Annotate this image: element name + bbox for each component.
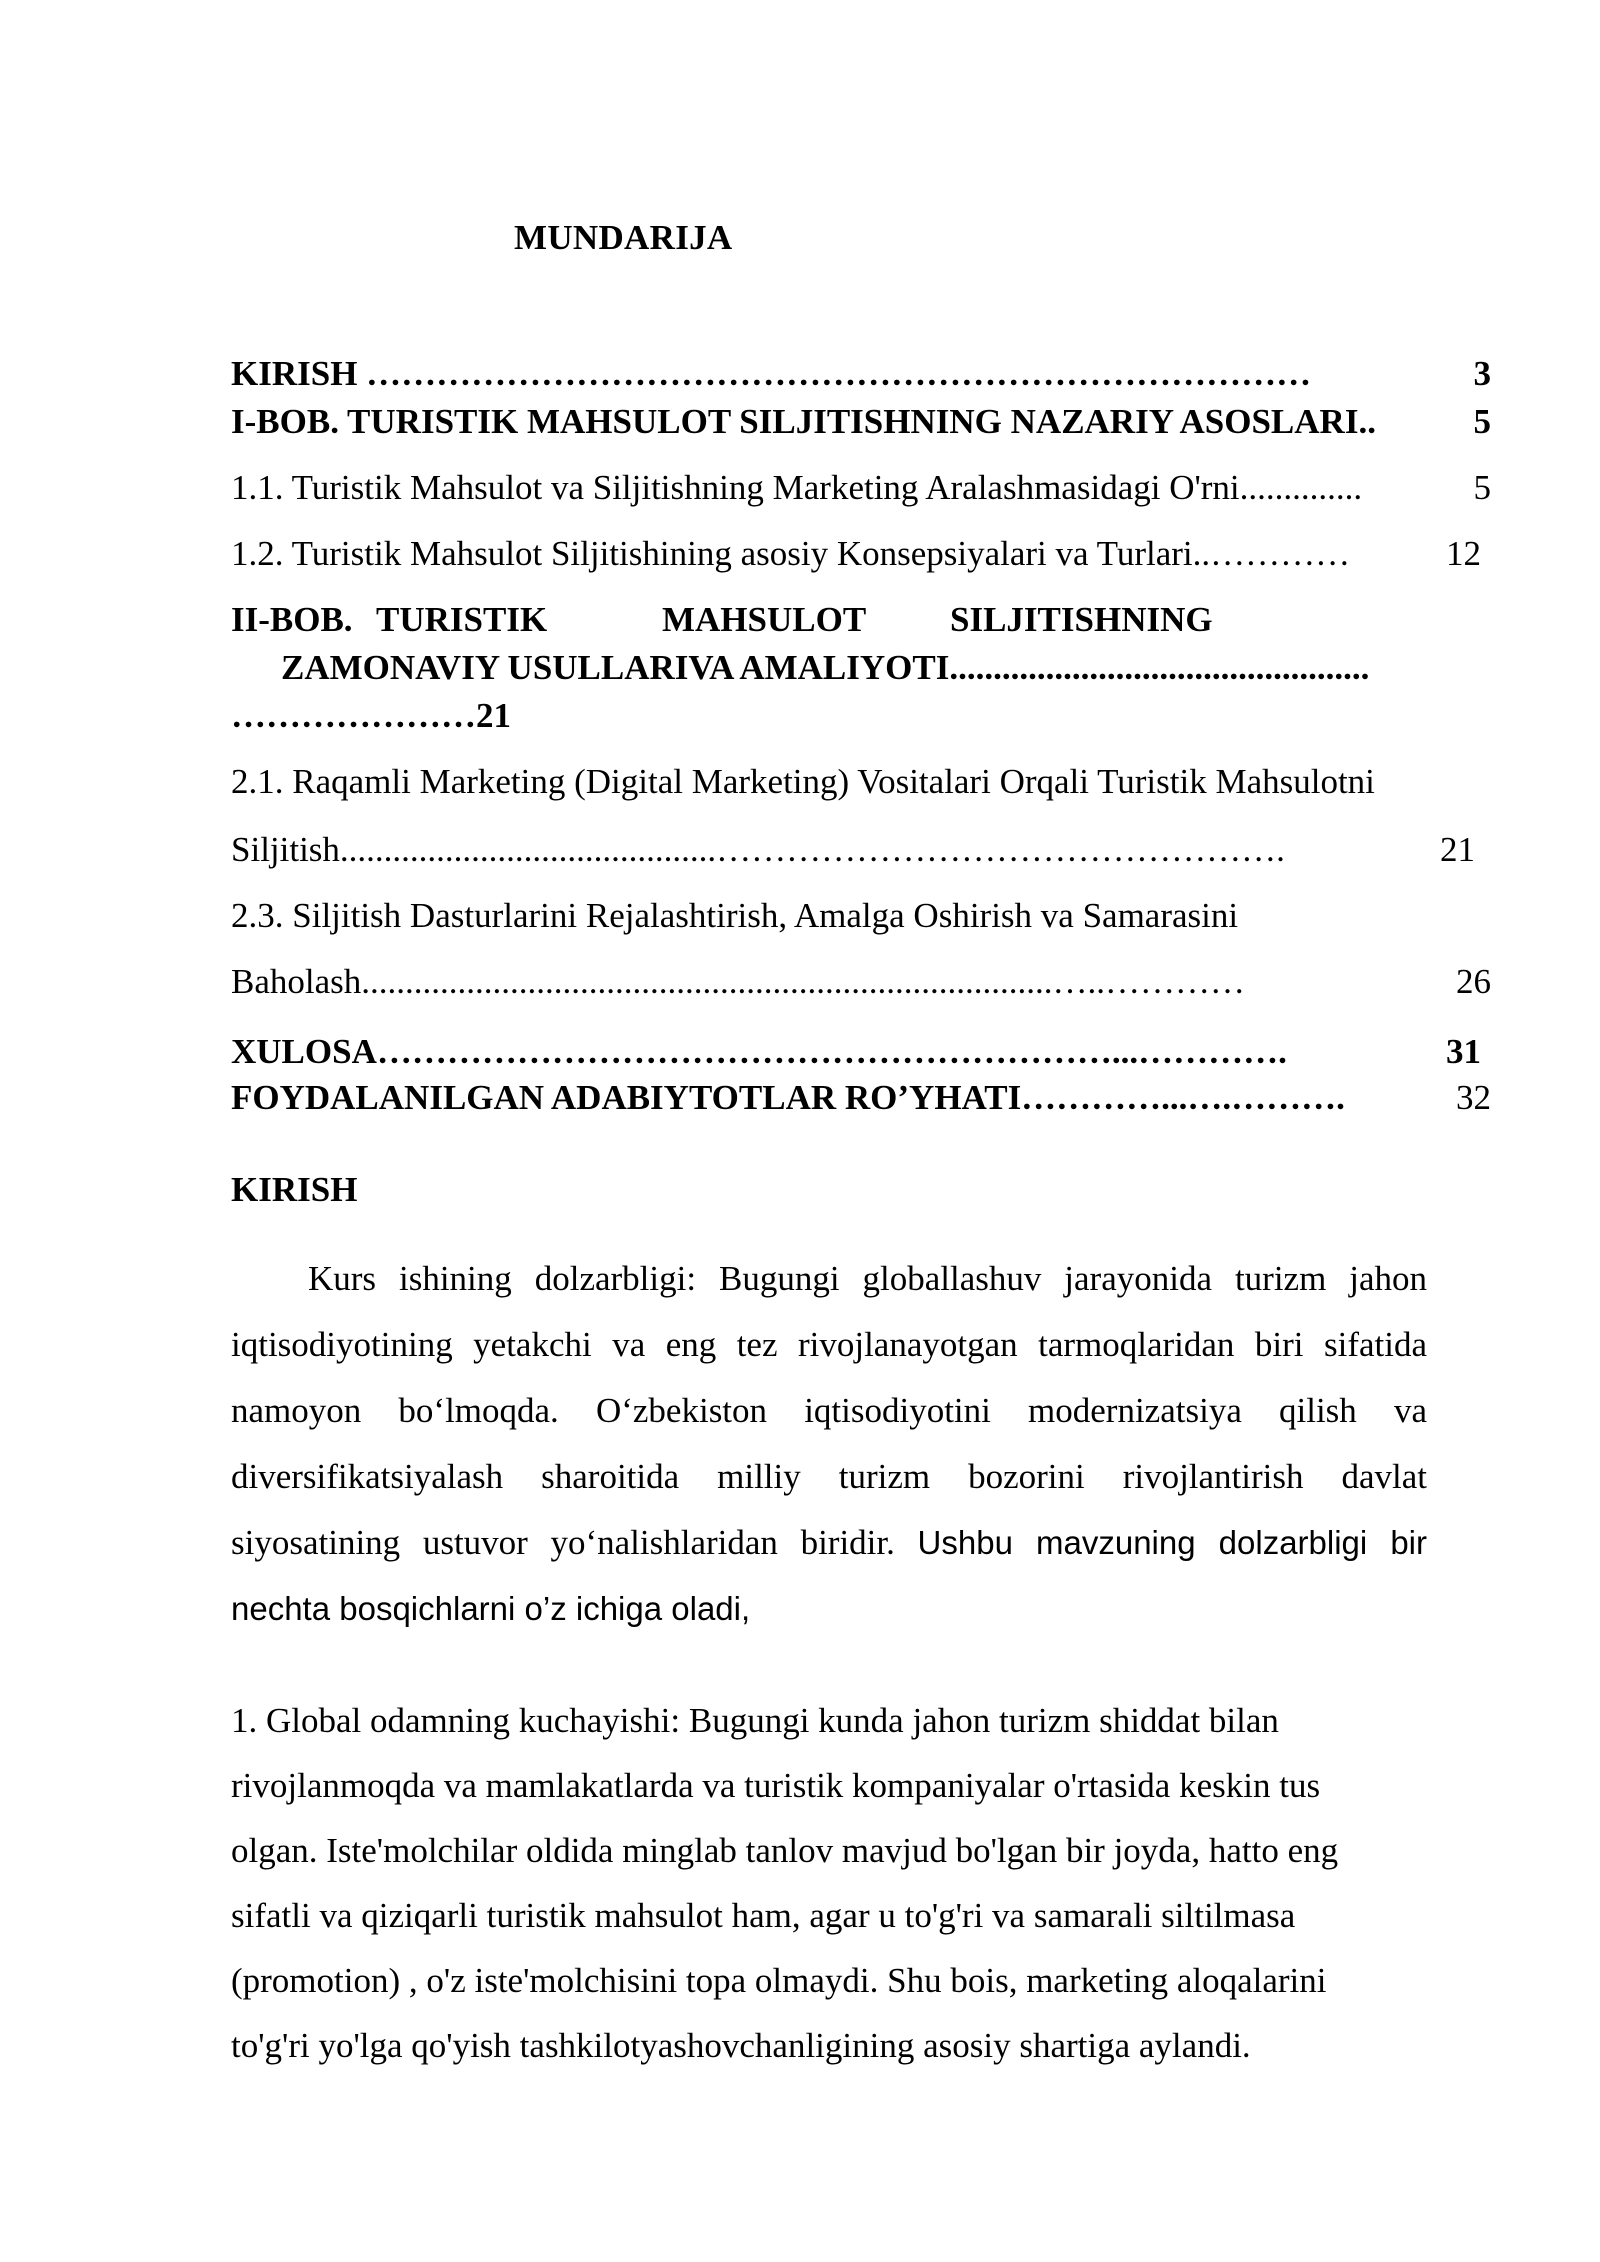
list-line: 1. Global odamning kuchayishi: Bugungi kunda jahon turizm shiddat bilan — [231, 1701, 1279, 1740]
section-heading-kirish: KIRISH — [231, 1170, 358, 1209]
toc-entry-label: I-BOB. TURISTIK MAHSULOT SILJITISHNING NAZARIY ASOSLARI.. — [231, 402, 1376, 441]
toc-entry-page: 5 — [1473, 468, 1491, 507]
toc-entry-page: 31 — [1446, 1032, 1481, 1071]
toc-entry-page: 32 — [1456, 1078, 1491, 1117]
toc-entry-page: 5 — [1473, 402, 1491, 441]
toc-entry-label: 1.2. Turistik Mahsulot Siljitishining asosiy Konsepsiyalari va Turlari..………… — [231, 534, 1351, 573]
toc-chapter-2-word-4: SILJITISHNING — [950, 600, 1213, 639]
list-line: to'g'ri yo'lga qo'yish tashkilotyashovchanligining asosiy shartiga aylandi. — [231, 2026, 1251, 2065]
intro-paragraph-text: Kurs ishining dolzarbligi: Bugungi globallashuv jarayonida turizm jahon iqtisodiyotining yetakchi va eng tez rivojlanayotgan tarmoqlaridan biri sifatida namoyon boʻlmoqda. Oʻzbekiston iqtisodiyotini modernizatsiya qilish va diversifikatsiyalash sharoitida milliy turizm bozorini rivojlantirish davlat siyosatining ustuvor yoʻnalishlaridan biridir. — [231, 1259, 1427, 1562]
toc-chapter-2-word-2: TURISTIK — [376, 600, 548, 639]
list-line: (promotion) , o'z iste'molchisini topa olmaydi. Shu bois, marketing aloqalarini — [231, 1961, 1327, 2000]
toc-entry-chapter-2-page — [231, 696, 1491, 736]
toc-entry-label: ………………… — [231, 696, 476, 735]
toc-entry-page: 21 — [1440, 830, 1475, 869]
intro-paragraph-sans-text: Ushbu mavzuning dolzarbligi bir nechta bosqichlarni o’z ichiga oladi, — [231, 1524, 1427, 1627]
toc-entry-page: 3 — [1473, 354, 1491, 393]
list-line: rivojlanmoqda va mamlakatlarda va turistik kompaniyalar o'rtasida keskin tus — [231, 1766, 1321, 1805]
toc-entry-label: 2.3. Siljitish Dasturlarini Rejalashtirish, Amalga Oshirish va Samarasini — [231, 896, 1239, 935]
list-line: sifatli va qiziqarli turistik mahsulot ham, agar u to'g'ri va samarali siltilmasa — [231, 1896, 1296, 1935]
toc-chapter-2-word-3: MAHSULOT — [662, 600, 867, 639]
toc-entry-label: 2.1. Raqamli Marketing (Digital Marketing) Vositalari Orqali Turistik Mahsulotni — [231, 762, 1375, 801]
toc-chapter-2-word-1: II-BOB. — [231, 600, 353, 639]
document-title: MUNDARIJA — [514, 218, 733, 257]
toc-entry-label: 1.1. Turistik Mahsulot va Siljitishning Marketing Aralashmasidagi O'rni.............. — [231, 468, 1363, 507]
toc-entry-label: XULOSA………………………………………………………...…………. — [231, 1032, 1287, 1071]
toc-entry-label: FOYDALANILGAN ADABIYTOTLAR RO’YHATI…………...….………. — [231, 1078, 1345, 1117]
toc-entry-page: 21 — [476, 696, 511, 735]
list-item-1 — [231, 1688, 1427, 2078]
toc-entry-label: ZAMONAVIY USULLARIVA AMALIYOTI................................................ — [281, 648, 1370, 687]
toc-entry-label: KIRISH ……………………………………………………………………… — [231, 354, 1312, 393]
intro-paragraph — [231, 1246, 1427, 1642]
toc-entry-label: Baholash...............................................................................…..………… — [231, 962, 1246, 1001]
toc-entry-page: 12 — [1446, 534, 1481, 573]
toc-entry-page: 26 — [1456, 962, 1491, 1001]
toc-entry-label: Siljitish...........................................…………………………………………. — [231, 830, 1285, 869]
list-line: olgan. Iste'molchilar oldida minglab tanlov mavjud bo'lgan bir joyda, hatto eng — [231, 1831, 1339, 1870]
